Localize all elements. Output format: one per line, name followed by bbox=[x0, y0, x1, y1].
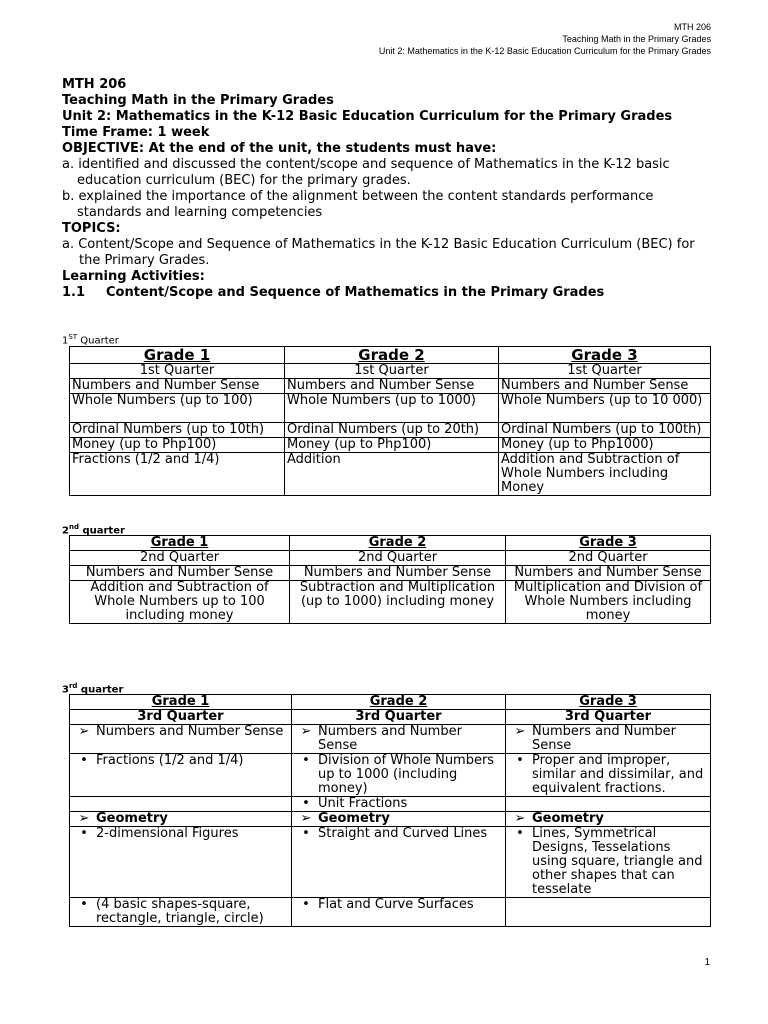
list-item-text: 2-dimensional Figures bbox=[96, 826, 239, 841]
section-title: Content/Scope and Sequence of Mathematics in the Primary Grades bbox=[106, 285, 605, 300]
q2-label-text: quarter bbox=[78, 525, 125, 537]
table-cell: Whole Numbers (up to 100) bbox=[70, 394, 285, 423]
table-cell: Ordinal Numbers (up to 20th) bbox=[285, 423, 499, 438]
table-cell: Addition and Subtraction of Whole Numbers including Money bbox=[499, 453, 711, 496]
table-row bbox=[70, 581, 711, 624]
table-cell: Numbers and Number Sense bbox=[506, 566, 711, 581]
table-cell bbox=[506, 827, 711, 898]
table-row bbox=[70, 725, 711, 754]
table-cell bbox=[292, 725, 506, 754]
time-frame: Time Frame: 1 week bbox=[62, 125, 210, 140]
table-row bbox=[70, 566, 711, 581]
table-row bbox=[70, 379, 711, 394]
bullet-icon: • bbox=[80, 897, 88, 912]
q2-label-sup: nd bbox=[68, 523, 79, 531]
table-cell: 2nd Quarter bbox=[290, 551, 506, 566]
table-cell: Numbers and Number Sense bbox=[70, 379, 285, 394]
table-header-row bbox=[70, 536, 711, 551]
table-header-cell: Grade 3 bbox=[506, 536, 711, 551]
table-cell: 3rd Quarter bbox=[506, 710, 711, 725]
bullet-icon: • bbox=[302, 826, 310, 841]
table-header-cell: Grade 3 bbox=[499, 347, 711, 364]
table-cell: Numbers and Number Sense bbox=[70, 566, 290, 581]
list-item-text: Lines, Symmetrical Designs, Tesselations using square, triangle and other shapes that can tesselate bbox=[532, 826, 703, 897]
table-cell: 1st Quarter bbox=[70, 364, 285, 379]
header-title: Teaching Math in the Primary Grades bbox=[562, 34, 711, 44]
table-cell bbox=[292, 898, 506, 927]
table-cell: Addition and Subtraction of Whole Numbers up to 100 including money bbox=[70, 581, 290, 624]
section-number: 1.1 bbox=[62, 285, 86, 300]
table-cell: Whole Numbers (up to 10 000) bbox=[499, 394, 711, 423]
table-cell: Fractions (1/2 and 1/4) bbox=[70, 453, 285, 496]
table-row bbox=[70, 827, 711, 898]
q3-label-text: quarter bbox=[77, 684, 124, 696]
topic-a: a. Content/Scope and Sequence of Mathematics in the K-12 Basic Education Curriculum (BEC) for the Primary Grades. bbox=[62, 237, 695, 268]
table-cell: Numbers and Number Sense bbox=[290, 566, 506, 581]
bullet-icon: • bbox=[516, 753, 524, 768]
table-cell: 3rd Quarter bbox=[292, 710, 506, 725]
table-cell bbox=[506, 797, 711, 812]
arrow-bullet-icon: ➢ bbox=[78, 811, 90, 826]
table-row bbox=[70, 364, 711, 379]
table-cell bbox=[292, 812, 506, 827]
table-row bbox=[70, 812, 711, 827]
table-cell bbox=[70, 797, 292, 812]
table-cell bbox=[70, 725, 292, 754]
course-title: Teaching Math in the Primary Grades bbox=[62, 93, 334, 108]
table-header-row bbox=[70, 695, 711, 710]
section-heading bbox=[62, 285, 712, 301]
header-unit: Unit 2: Mathematics in the K-12 Basic Education Curriculum for the Primary Grades bbox=[378, 46, 711, 56]
table-cell: 3rd Quarter bbox=[70, 710, 292, 725]
table-cell: Ordinal Numbers (up to 10th) bbox=[70, 423, 285, 438]
bullet-icon: • bbox=[80, 753, 88, 768]
table-cell: Money (up to Php100) bbox=[285, 438, 499, 453]
table-cell: Numbers and Number Sense bbox=[285, 379, 499, 394]
q1-table bbox=[69, 346, 711, 496]
table-cell bbox=[506, 898, 711, 927]
arrow-bullet-icon: ➢ bbox=[300, 724, 312, 739]
q1-label-num: 1 bbox=[62, 335, 69, 347]
table-cell: Money (up to Php100) bbox=[70, 438, 285, 453]
table-header-cell: Grade 2 bbox=[290, 536, 506, 551]
objective-label: OBJECTIVE: At the end of the unit, the students must have: bbox=[62, 141, 497, 156]
list-item-text: Geometry bbox=[532, 811, 604, 826]
table-row bbox=[70, 453, 711, 496]
table-row bbox=[70, 423, 711, 438]
table-row bbox=[70, 551, 711, 566]
list-item-text: Division of Whole Numbers up to 1000 (including money) bbox=[318, 753, 495, 796]
table-cell: Multiplication and Division of Whole Numbers including money bbox=[506, 581, 711, 624]
table-cell bbox=[506, 812, 711, 827]
table-cell: Numbers and Number Sense bbox=[499, 379, 711, 394]
table-header-cell: Grade 2 bbox=[285, 347, 499, 364]
header-course: MTH 206 bbox=[673, 22, 711, 32]
table-cell: Addition bbox=[285, 453, 499, 496]
list-item-text: Proper and improper, similar and dissimilar, and equivalent fractions. bbox=[532, 753, 704, 796]
table-cell bbox=[292, 797, 506, 812]
list-item-text: Unit Fractions bbox=[318, 796, 408, 811]
table-cell: Whole Numbers (up to 1000) bbox=[285, 394, 499, 423]
table-cell: 2nd Quarter bbox=[506, 551, 711, 566]
topics-label: TOPICS: bbox=[62, 221, 121, 236]
table-cell bbox=[506, 725, 711, 754]
table-cell bbox=[506, 754, 711, 797]
list-item-text: (4 basic shapes-square, rectangle, triangle, circle) bbox=[96, 897, 264, 926]
list-item-text: Geometry bbox=[318, 811, 390, 826]
table-header-cell: Grade 1 bbox=[70, 347, 285, 364]
arrow-bullet-icon: ➢ bbox=[300, 811, 312, 826]
q3-table bbox=[69, 694, 711, 927]
table-cell bbox=[292, 754, 506, 797]
q1-label-sup: ST bbox=[68, 333, 78, 341]
table-cell: 2nd Quarter bbox=[70, 551, 290, 566]
table-cell bbox=[70, 754, 292, 797]
objective-a: a. identified and discussed the content/scope and sequence of Mathematics in the K-12 basic education curriculum (BEC) for the primary grades. bbox=[62, 157, 670, 188]
table-header-cell: Grade 1 bbox=[70, 695, 292, 710]
list-item-text: Straight and Curved Lines bbox=[318, 826, 488, 841]
table-header-row bbox=[70, 347, 711, 364]
q3-label-sup: rd bbox=[68, 682, 78, 690]
activities-label: Learning Activities: bbox=[62, 269, 205, 284]
bullet-icon: • bbox=[302, 796, 310, 811]
table-cell: Subtraction and Multiplication (up to 1000) including money bbox=[290, 581, 506, 624]
q2-table bbox=[69, 535, 711, 624]
table-cell bbox=[292, 827, 506, 898]
arrow-bullet-icon: ➢ bbox=[514, 811, 526, 826]
list-item-text: Geometry bbox=[96, 811, 168, 826]
unit-title: Unit 2: Mathematics in the K-12 Basic Education Curriculum for the Primary Grades bbox=[62, 109, 673, 124]
table-cell: Money (up to Php1000) bbox=[499, 438, 711, 453]
objective-b: b. explained the importance of the alignment between the content standards performance standards and learning competencies bbox=[62, 189, 654, 220]
bullet-icon: • bbox=[302, 897, 310, 912]
table-cell bbox=[70, 898, 292, 927]
bullet-icon: • bbox=[80, 826, 88, 841]
q1-label bbox=[62, 331, 119, 347]
table-header-cell: Grade 2 bbox=[292, 695, 506, 710]
table-cell bbox=[70, 827, 292, 898]
bullet-icon: • bbox=[516, 826, 524, 841]
arrow-bullet-icon: ➢ bbox=[78, 724, 90, 739]
list-item-text: Fractions (1/2 and 1/4) bbox=[96, 753, 244, 768]
q2-label-num: 2 bbox=[62, 525, 69, 537]
page-number: 1 bbox=[704, 957, 710, 968]
table-cell bbox=[70, 812, 292, 827]
table-row bbox=[70, 898, 711, 927]
table-row bbox=[70, 797, 711, 812]
table-cell: 1st Quarter bbox=[285, 364, 499, 379]
running-header bbox=[379, 21, 711, 57]
course-code: MTH 206 bbox=[62, 77, 127, 92]
list-item-text: Numbers and Number Sense bbox=[532, 724, 676, 753]
arrow-bullet-icon: ➢ bbox=[514, 724, 526, 739]
table-row bbox=[70, 710, 711, 725]
bullet-icon: • bbox=[302, 753, 310, 768]
table-header-cell: Grade 3 bbox=[506, 695, 711, 710]
q3-label-num: 3 bbox=[62, 684, 69, 696]
q1-label-text: Quarter bbox=[77, 335, 119, 347]
table-row bbox=[70, 754, 711, 797]
list-item-text: Numbers and Number Sense bbox=[318, 724, 462, 753]
table-cell: Ordinal Numbers (up to 100th) bbox=[499, 423, 711, 438]
table-row bbox=[70, 394, 711, 423]
table-row bbox=[70, 438, 711, 453]
table-header-cell: Grade 1 bbox=[70, 536, 290, 551]
list-item-text: Flat and Curve Surfaces bbox=[318, 897, 474, 912]
list-item-text: Numbers and Number Sense bbox=[96, 724, 284, 739]
document-body bbox=[62, 77, 712, 301]
table-cell: 1st Quarter bbox=[499, 364, 711, 379]
